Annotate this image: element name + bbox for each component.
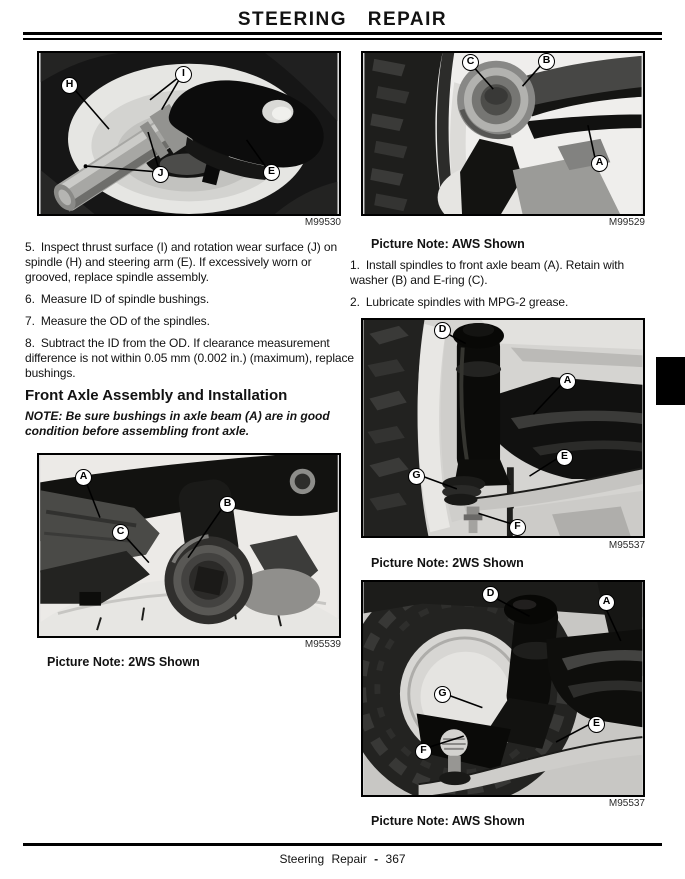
callout-i: I [175, 66, 192, 83]
callout-a: A [75, 469, 92, 486]
photo-id: M95537 [608, 540, 645, 551]
header-rule-top [23, 32, 662, 35]
install-steps [350, 258, 658, 317]
callout-d: D [434, 322, 451, 339]
photo-id: M95537 [608, 798, 645, 809]
callout-b: B [538, 53, 555, 70]
step-text: Subtract the ID from the OD. If clearance measurement difference is not within 0.05 mm (0.002 in.) (maximum), replace bushings. [25, 336, 354, 380]
procedure-step [350, 295, 658, 310]
step-text: Measure the OD of the spindles. [40, 314, 210, 328]
footer-separator: - [374, 852, 379, 866]
callout-e: E [556, 449, 573, 466]
picture-note-caption: Picture Note: AWS Shown [371, 814, 525, 828]
callout-h: H [61, 77, 78, 94]
step-number: 7. [25, 314, 35, 328]
callout-a: A [598, 594, 615, 611]
figure-spindle-install-aws [361, 51, 645, 216]
photo-id: M99529 [608, 217, 645, 228]
spindle-install-photo-illustration [363, 53, 643, 214]
step-text: Install spindles to front axle beam (A). Retain with washer (B) and E-ring (C). [350, 258, 625, 287]
procedure-step [350, 258, 658, 288]
footer-section: Steering Repair [279, 852, 367, 866]
callout-b: B [219, 496, 236, 513]
step-number: 1. [350, 258, 360, 272]
step-text: Inspect thrust surface (I) and rotation wear surface (J) on spindle (H) and steering arm (E). If excessively worn or grooved, replace spindle assembly. [25, 240, 338, 284]
header-rule-bottom [23, 38, 662, 40]
photo-id: M95539 [304, 639, 341, 650]
step-text: Lubricate spindles with MPG-2 grease. [365, 295, 569, 309]
callout-j: J [152, 166, 169, 183]
picture-note-caption: Picture Note: AWS Shown [371, 237, 525, 251]
callout-a: A [591, 155, 608, 172]
page-edge-section-tab [656, 357, 685, 405]
footer-rule [23, 843, 662, 846]
footer-page-label [0, 852, 685, 866]
figure-spindle-aws [361, 580, 645, 797]
callout-f: F [509, 519, 526, 536]
picture-note-caption: Picture Note: 2WS Shown [47, 655, 200, 669]
figure-spindle-wear [37, 51, 341, 216]
callout-f: F [415, 743, 432, 760]
callout-e: E [263, 164, 280, 181]
procedure-step [25, 336, 355, 381]
section-heading: Front Axle Assembly and Installation [25, 387, 288, 404]
spindle-2ws-photo-illustration [363, 320, 643, 536]
step-number: 5. [25, 240, 35, 254]
page-title: STEERING REPAIR [237, 9, 448, 30]
step-number: 8. [25, 336, 35, 350]
callout-c: C [462, 54, 479, 71]
step-text: Measure ID of spindle bushings. [40, 292, 210, 306]
figure-spindle-2ws [361, 318, 645, 538]
picture-note-caption: Picture Note: 2WS Shown [371, 556, 524, 570]
callout-d: D [482, 586, 499, 603]
callout-g: G [434, 686, 451, 703]
callout-e: E [588, 716, 605, 733]
figure-axle-closeup-2ws [37, 453, 341, 638]
note-text: NOTE: Be sure bushings in axle beam (A) are in good condition before assembling front axle. [25, 409, 330, 438]
procedure-step [25, 292, 355, 307]
callout-a: A [559, 373, 576, 390]
procedure-step [25, 314, 355, 329]
procedure-step [25, 240, 355, 285]
step-number: 2. [350, 295, 360, 309]
inspection-steps [25, 240, 355, 388]
spindle-aws-photo-illustration [363, 582, 643, 795]
photo-id: M99530 [304, 217, 341, 228]
footer-page-number: 367 [385, 852, 406, 866]
callout-c: C [112, 524, 129, 541]
callout-g: G [408, 468, 425, 485]
step-number: 6. [25, 292, 35, 306]
